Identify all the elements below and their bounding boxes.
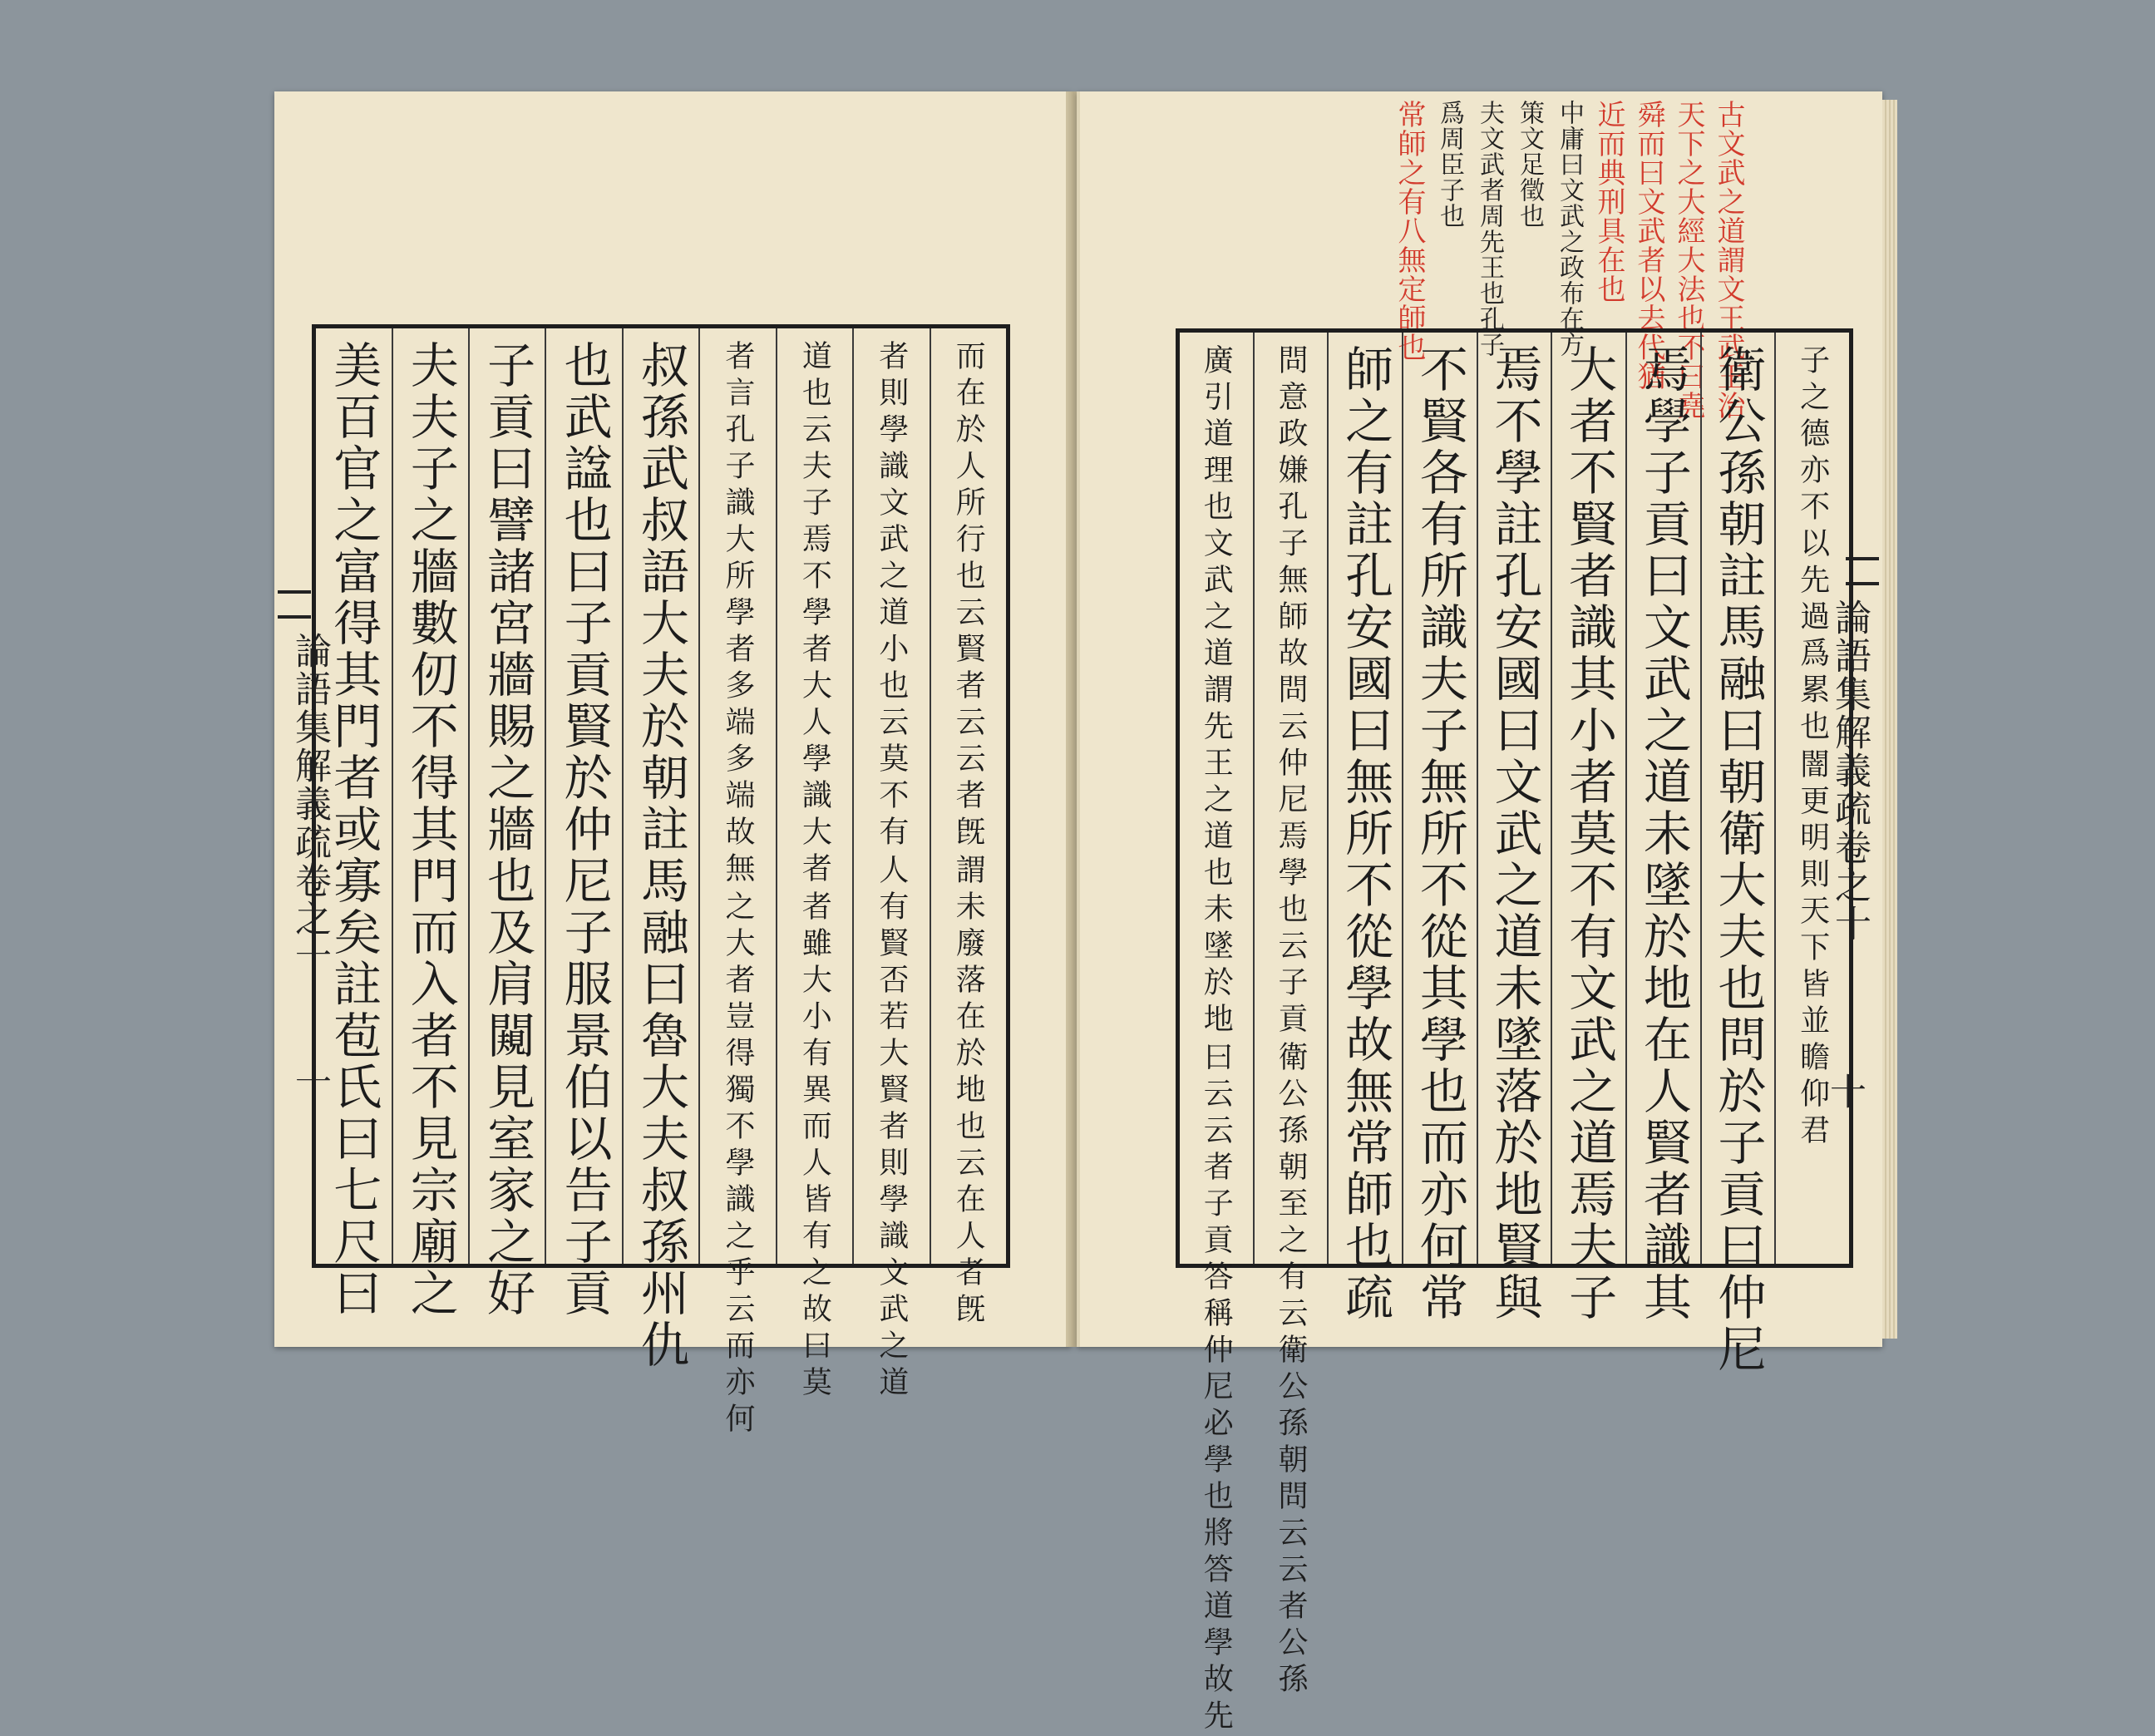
text-column: 衛公孫朝註馬融曰朝衛大夫也問於子貢曰仲尼 xyxy=(1700,333,1775,1264)
sub-line: 衛公孫朝至之有云衛公孫朝問云云者公孫 xyxy=(1273,1041,1308,1699)
sub-line: 者則學識文武之道小也云莫不有 xyxy=(874,340,909,852)
fishtail-mark xyxy=(278,590,311,619)
text-column: 大者不賢者識其小者莫不有文武之道焉夫子 xyxy=(1551,333,1625,1264)
text-column: 焉學子貢曰文武之道未墜於地在人賢者識其 xyxy=(1625,333,1700,1264)
text-frame xyxy=(1176,328,1853,1736)
sub-line: 道也云夫子焉不學者大人學識大者 xyxy=(797,340,832,889)
annotation-line: 策文足徵也 xyxy=(1515,100,1544,229)
folio-number: 十 xyxy=(1823,1073,1866,1109)
sub-line: 人有賢否若大賢者則學識文武之道 xyxy=(874,854,909,1403)
annotation-line: 夫文武者周先王也孔子 xyxy=(1475,100,1504,358)
text-column xyxy=(1774,333,1849,1264)
annotation-line: 常師之有八無定師也 xyxy=(1393,100,1426,362)
sub-line: 子之德亦不以先過爲累也 xyxy=(1795,344,1830,747)
text-column: 也武諡也曰子貢賢於仲尼子服景伯以告子貢 xyxy=(545,328,621,1264)
text-column: 師之有註孔安國曰無所不從學故無常師也疏 xyxy=(1327,333,1402,1264)
left-page xyxy=(274,91,1072,1439)
sub-line: 者雖大小有異而人皆有之故曰莫 xyxy=(797,890,832,1403)
annotation-line: 天下之大經大法也不曰堯 xyxy=(1672,100,1705,420)
annotation-line: 舜而曰文武者以去代猶 xyxy=(1632,100,1665,391)
open-book xyxy=(274,91,1879,1736)
text-column: 夫夫子之牆數仞不得其門而入者不見宗廟之 xyxy=(392,328,468,1264)
sub-line: 者言孔子識大所學者多端多端故無 xyxy=(720,340,755,889)
sub-line: 問意政嫌孔子無師故問云仲尼焉學也云子貢 xyxy=(1273,344,1308,1039)
sub-line: 曰云云者子貢答稱仲尼必學也將答道學故先 xyxy=(1199,1041,1234,1736)
sub-line: 謂未廢落在於地也云在人者旣 xyxy=(951,854,986,1329)
text-column: 叔孫武叔語大夫於朝註馬融曰魯大夫叔孫州仇 xyxy=(622,328,698,1264)
annotation-line: 古文武之道謂文王武王治 xyxy=(1712,100,1745,420)
margin-title: 論語集解義疏卷之十 xyxy=(1828,599,1871,943)
sub-line: 而在於人所行也云賢者云云者旣 xyxy=(951,340,986,852)
folio-number: 十 xyxy=(288,1064,331,1101)
text-column: 不賢各有所識夫子無所不從其學也而亦何常 xyxy=(1402,333,1477,1264)
text-column xyxy=(930,328,1006,1329)
text-column: 焉不學註孔安國曰文武之道未墜落於地賢與 xyxy=(1477,333,1551,1264)
text-column: 子貢曰譬諸宮牆賜之牆也及肩闚見室家之好 xyxy=(468,328,545,1264)
annotation-line: 近而典刑具在也 xyxy=(1592,100,1625,303)
text-column xyxy=(1253,333,1328,1699)
text-column xyxy=(776,328,852,1403)
right-page xyxy=(1077,91,1882,1736)
text-column xyxy=(852,328,929,1403)
annotation-line: 爲周臣子也 xyxy=(1435,100,1464,229)
margin-title: 論語集解義疏卷之十 xyxy=(288,632,331,976)
sub-line: 廣引道理也文武之道謂先王之道也未墜於地 xyxy=(1199,344,1234,1039)
text-frame xyxy=(312,324,1010,1439)
text-column xyxy=(1180,333,1253,1736)
text-column: 美百官之富得其門者或寡矣註苞氏曰七尺曰 xyxy=(325,340,382,1319)
annotation-line: 中庸曰文武之政布在方 xyxy=(1555,100,1584,358)
text-column xyxy=(698,328,775,1439)
sub-line: 闇更明則天下皆並瞻仰君 xyxy=(1795,748,1830,1151)
page-edges xyxy=(1882,100,1897,1339)
sub-line: 之大者豈得獨不學識之乎云而亦何 xyxy=(720,890,755,1439)
